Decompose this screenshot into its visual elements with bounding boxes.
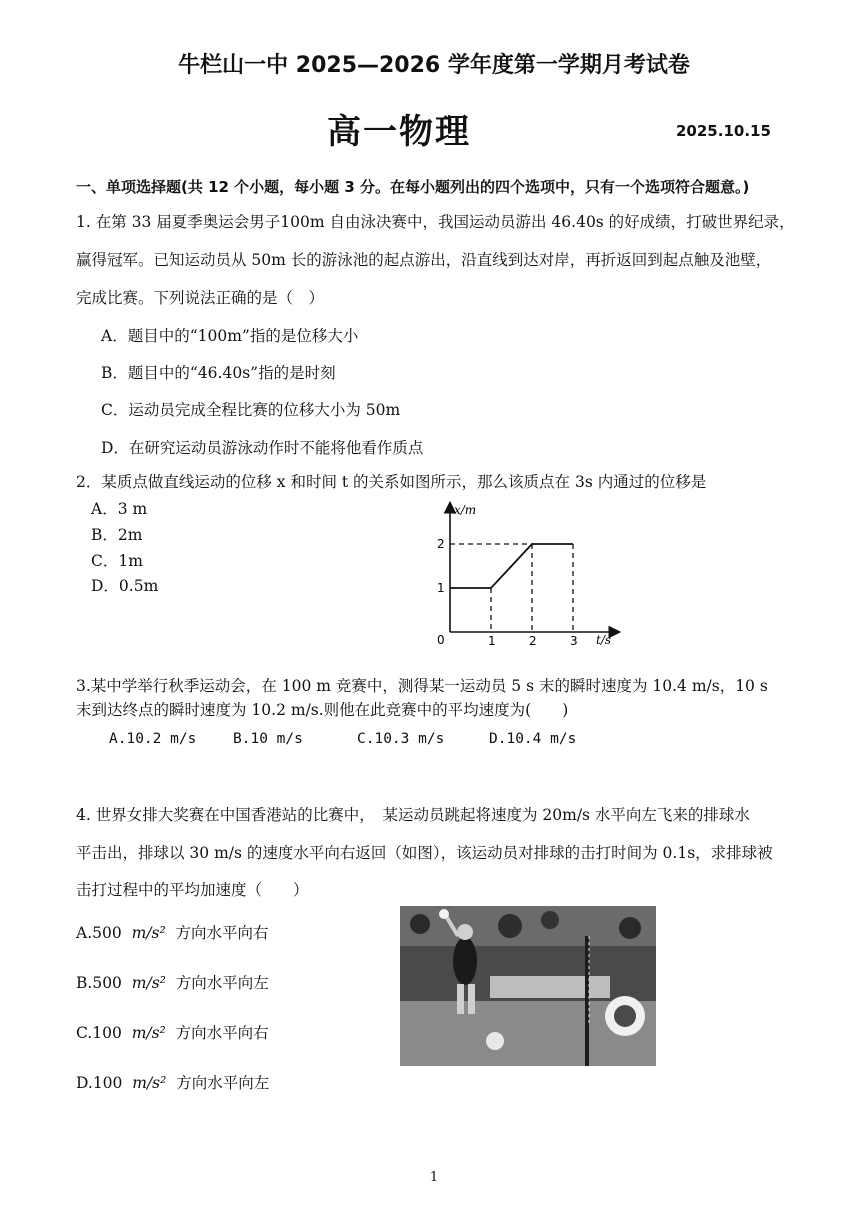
q4-line-1: 4. 世界女排大奖赛在中国香港站的比赛中， 某运动员跳起将速度为 20m/s 水平向左飞来的排球水 — [76, 806, 750, 824]
y-tick-label: 2 — [437, 537, 445, 551]
volleyball-photo — [400, 906, 656, 1066]
q3-line-2: 末到达终点的瞬时速度为 10.2 m/s.则他在此竞赛中的平均速度为( ) — [76, 701, 569, 719]
q2-option-a: A．3 m — [91, 500, 148, 518]
section-heading: 一、单项选择题(共 12 个小题，每小题 3 分。在每小题列出的四个选项中，只有一个选项符合题意。) — [76, 178, 750, 196]
exam-date: 2025.10.15 — [676, 122, 771, 140]
q4-line-3: 击打过程中的平均加速度（ ） — [76, 881, 309, 899]
q1-option-a: A．题目中的“100m”指的是位移大小 — [101, 327, 359, 345]
x-tick-label: 3 — [570, 634, 578, 648]
y-axis-label: x/m — [454, 503, 477, 517]
q2-option-b: B．2m — [91, 526, 143, 544]
q2-option-d: D．0.5m — [91, 577, 159, 595]
volleyball-photo-illustration — [400, 906, 656, 1066]
q1-option-c: C．运动员完成全程比赛的位移大小为 50m — [101, 401, 401, 419]
exam-title: 牛栏山一中 2025—2026 学年度第一学期月考试卷 — [178, 53, 690, 78]
graph-marks — [450, 544, 573, 632]
q3-option-c: C.10.3 m/s — [357, 731, 445, 747]
q4-option-b: B.500 m/s² 方向水平向左 — [76, 974, 269, 992]
q3-option-a: A.10.2 m/s — [109, 731, 197, 747]
xt-graph — [410, 498, 630, 658]
q3-line-1: 3.某中学举行秋季运动会，在 100 m 竞赛中，测得某一运动员 5 s 末的瞬时速度为 10.4 m/s，10 s — [76, 677, 768, 695]
subject-title: 高一物理 — [327, 112, 471, 152]
q4-line-2: 平击出，排球以 30 m/s 的速度水平向右返回（如图），该运动员对排球的击打时间为 0.1s，求排球被 — [76, 844, 773, 862]
xt-series-line — [450, 544, 573, 588]
y-tick-label: 1 — [437, 581, 445, 595]
origin-label: 0 — [437, 633, 445, 647]
q1-line-1: 1. 在第 33 届夏季奥运会男子100m 自由泳决赛中，我国运动员游出 46.40s 的好成绩，打破世界纪录， — [76, 213, 795, 231]
q4-option-c: C.100 m/s² 方向水平向右 — [76, 1024, 269, 1042]
x-tick-label: 2 — [529, 634, 537, 648]
q4-option-d: D.100 m/s² 方向水平向左 — [76, 1074, 270, 1092]
q1-option-b: B．题目中的“46.40s”指的是时刻 — [101, 364, 336, 382]
q1-option-d: D．在研究运动员游泳动作时不能将他看作质点 — [101, 439, 424, 457]
x-axis-label: t/s — [596, 633, 612, 647]
page-number: 1 — [429, 1170, 439, 1185]
q1-line-3: 完成比赛。下列说法正确的是（ ） — [76, 289, 325, 307]
q3-option-b: B.10 m/s — [233, 731, 303, 747]
q2-stem: 2．某质点做直线运动的位移 x 和时间 t 的关系如图所示，那么该质点在 3s 内通过的位移是 — [76, 473, 707, 491]
q2-option-c: C．1m — [91, 552, 143, 570]
q3-option-d: D.10.4 m/s — [489, 731, 577, 747]
q1-line-2: 赢得冠军。已知运动员从 50m 长的游泳池的起点游出，沿直线到达对岸，再折返回到起点触及池壁， — [76, 251, 772, 269]
x-tick-label: 1 — [488, 634, 496, 648]
q4-option-a: A.500 m/s² 方向水平向右 — [76, 924, 269, 942]
